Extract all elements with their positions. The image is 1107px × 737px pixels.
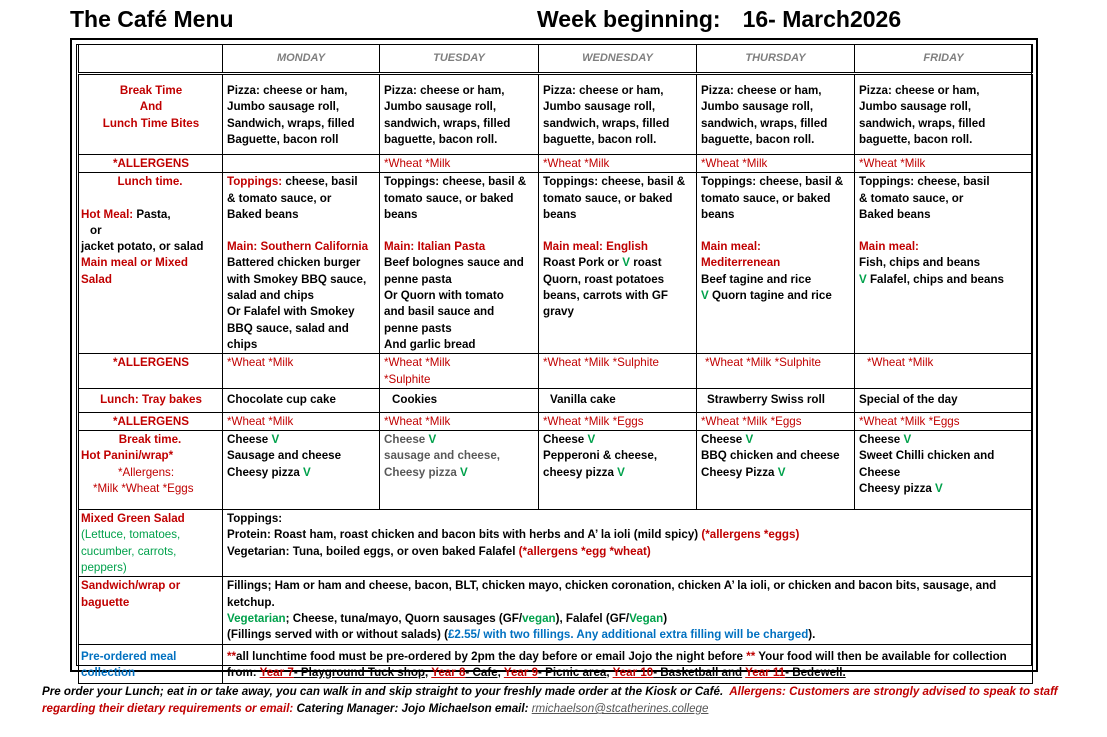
days-header-row xyxy=(79,45,1033,74)
allergens-wednesday: *Wheat *Milk xyxy=(539,155,697,173)
week-heading xyxy=(537,6,901,33)
vegetarian-icon: V xyxy=(617,465,625,479)
tray-bakes-allergens-row xyxy=(79,412,1033,430)
allergens-wednesday: *Wheat *Milk *Sulphite xyxy=(539,354,697,389)
allergens-tuesday: *Wheat *Milk xyxy=(380,412,539,430)
sandwich-row xyxy=(79,577,1033,644)
break-bites-friday: Pizza: cheese or ham, Jumbo sausage roll, sandwich, wraps, filled baguette, bacon roll. xyxy=(855,74,1033,155)
vegetarian-icon: V xyxy=(271,433,280,447)
week-date: 16- March2026 xyxy=(742,6,902,32)
day-monday: MONDAY xyxy=(223,45,380,74)
panini-row xyxy=(79,431,1033,510)
allergens-label: *ALLERGENS xyxy=(79,354,223,389)
break-bites-label: Break Time And Lunch Time Bites xyxy=(79,74,223,155)
tray-bakes-label: Lunch: Tray bakes xyxy=(79,388,223,412)
tray-bakes-wednesday: Vanilla cake xyxy=(539,388,697,412)
lunch-wednesday: Toppings: cheese, basil & tomato sauce, or baked beans Main meal: English Roast Pork or V roast Quorn, roast potatoes beans, carrots with GF gravy xyxy=(539,173,697,354)
lunch-thursday: Toppings: cheese, basil & tomato sauce, or baked beans Main meal: Mediterrenean Beef tagine and rice V Quorn tagine and rice xyxy=(697,173,855,354)
vegetarian-icon: V xyxy=(587,433,596,447)
allergens-thursday: *Wheat *Milk *Sulphite xyxy=(697,354,855,389)
allergens-friday: *Wheat *Milk xyxy=(855,155,1033,173)
lunch-allergens-row xyxy=(79,354,1033,389)
panini-tuesday: Cheese V sausage and cheese, Cheesy pizza V xyxy=(380,431,539,510)
vegetarian-icon: V xyxy=(460,465,468,479)
vegetarian-icon: V xyxy=(303,465,311,479)
panini-monday: Cheese V Sausage and cheese Cheesy pizza V xyxy=(223,431,380,510)
salad-row xyxy=(79,510,1033,577)
lunch-friday: Toppings: cheese, basil & tomato sauce, or Baked beans Main meal: Fish, chips and beans V Falafel, chips and beans xyxy=(855,173,1033,354)
allergens-friday: *Wheat *Milk xyxy=(855,354,1033,389)
break-bites-row xyxy=(79,74,1033,155)
allergens-monday: *Wheat *Milk xyxy=(223,354,380,389)
footer-note: Pre order your Lunch; eat in or take away, you can walk in and skip straight to your freshly made order at the Kiosk or Café. Allergens: Customers are strongly advised to speak to staff regarding their dietary requirements or email: Catering Manager: Jojo Michaelson email: rmichaelson@stcatherines.college xyxy=(42,685,1058,715)
break-bites-wednesday: Pizza: cheese or ham, Jumbo sausage roll, sandwich, wraps, filled baguette, bacon roll. xyxy=(539,74,697,155)
lunch-monday: Toppings: cheese, basil & tomato sauce, or Baked beans Main: Southern California Battered chicken burger with Smokey BBQ sauce, salad and chips Or Falafel with Smokey BBQ sauce, salad and chips xyxy=(223,173,380,354)
week-label: Week beginning: xyxy=(537,6,721,32)
menu-table xyxy=(78,44,1033,684)
allergens-wednesday: *Wheat *Milk *Eggs xyxy=(539,412,697,430)
sandwich-details: Fillings; Ham or ham and cheese, bacon, BLT, chicken mayo, chicken coronation, chicken A’ la ioli, or chicken and bacon bits, sausage, and ketchup. Vegetarian; Cheese, tuna/mayo, Quorn sausages (GF/vegan), Falafel (GF/Vegan) (Fillings served with or without salads) (£2.55/ with two fillings. Any additional extra filling will be charged). xyxy=(223,577,1033,644)
panini-thursday: Cheese V BBQ chicken and cheese Cheesy Pizza V xyxy=(697,431,855,510)
allergens-monday: *Wheat *Milk xyxy=(223,412,380,430)
allergens-thursday: *Wheat *Milk xyxy=(697,155,855,173)
tray-bakes-friday: Special of the day xyxy=(855,388,1033,412)
salad-label: Mixed Green Salad (Lettuce, tomatoes, cucumber, carrots, peppers) xyxy=(79,510,223,577)
vegetarian-icon: V xyxy=(903,433,912,447)
panini-label: Break time. Hot Panini/wrap* *Allergens: *Milk *Wheat *Eggs xyxy=(79,431,223,510)
preorder-label: Pre-ordered meal collection xyxy=(79,644,223,683)
allergens-label: *ALLERGENS xyxy=(79,155,223,173)
allergens-tuesday: *Wheat *Milk xyxy=(380,155,539,173)
tray-bakes-thursday: Strawberry Swiss roll xyxy=(697,388,855,412)
break-bites-allergens-row xyxy=(79,155,1033,173)
panini-wednesday: Cheese V Pepperoni & cheese, cheesy pizza V xyxy=(539,431,697,510)
sandwich-label: Sandwich/wrap or baguette xyxy=(79,577,223,644)
tray-bakes-tuesday: Cookies xyxy=(380,388,539,412)
break-bites-monday: Pizza: cheese or ham, Jumbo sausage roll, Sandwich, wraps, filled Baguette, bacon roll xyxy=(223,74,380,155)
allergens-monday xyxy=(223,155,380,173)
allergens-thursday: *Wheat *Milk *Eggs xyxy=(697,412,855,430)
lunch-label: Lunch time. Hot Meal: Pasta, or jacket potato, or salad Main meal or Mixed Salad xyxy=(79,173,223,354)
vegetarian-icon: V xyxy=(777,465,786,479)
preorder-details: **all lunchtime food must be pre-ordered by 2pm the day before or email Jojo the night before ** Your food will then be available for collection from: Year 7- Playground Tuck shop, Year 8- Cafe, Year 9- Picnic area, Year 10- Basketball and Year 11- Bedewell. xyxy=(223,644,1033,683)
lunch-row xyxy=(79,173,1033,354)
vegetarian-icon: V xyxy=(622,256,630,270)
break-bites-tuesday: Pizza: cheese or ham, Jumbo sausage roll, sandwich, wraps, filled baguette, bacon roll. xyxy=(380,74,539,155)
allergens-label: *ALLERGENS xyxy=(79,412,223,430)
corner-cell xyxy=(79,45,223,74)
vegetarian-icon: V xyxy=(428,433,437,447)
day-tuesday: TUESDAY xyxy=(380,45,539,74)
day-wednesday: WEDNESDAY xyxy=(539,45,697,74)
lunch-tuesday: Toppings: cheese, basil & tomato sauce, or baked beans Main: Italian Pasta Beef bolognes sauce and penne pasta Or Quorn with tomato and basil sauce and penne pasts And garlic bread xyxy=(380,173,539,354)
vegetarian-icon: V xyxy=(935,482,943,496)
panini-friday: Cheese V Sweet Chilli chicken and Cheese Cheesy pizza V xyxy=(855,431,1033,510)
day-thursday: THURSDAY xyxy=(697,45,855,74)
page-title: The Café Menu xyxy=(70,6,234,32)
preorder-row xyxy=(79,644,1033,683)
vegetarian-icon: V xyxy=(859,272,867,286)
tray-bakes-row xyxy=(79,388,1033,412)
day-friday: FRIDAY xyxy=(855,45,1033,74)
allergens-friday: *Wheat *Milk *Eggs xyxy=(855,412,1033,430)
vegetarian-icon: V xyxy=(745,433,754,447)
vegetarian-icon: V xyxy=(701,289,709,303)
tray-bakes-monday: Chocolate cup cake xyxy=(223,388,380,412)
break-bites-thursday: Pizza: cheese or ham, Jumbo sausage roll, sandwich, wraps, filled baguette, bacon roll. xyxy=(697,74,855,155)
email-link[interactable]: rmichaelson@stcatherines.college xyxy=(531,702,709,715)
salad-details: Toppings: Protein: Roast ham, roast chicken and bacon bits with herbs and A’ la ioli (mild spicy) (*allergens *eggs) Vegetarian: Tuna, boiled eggs, or oven baked Falafel (*allergens *egg *wheat) xyxy=(223,510,1033,577)
allergens-tuesday: *Wheat *Milk *Sulphite xyxy=(380,354,539,389)
